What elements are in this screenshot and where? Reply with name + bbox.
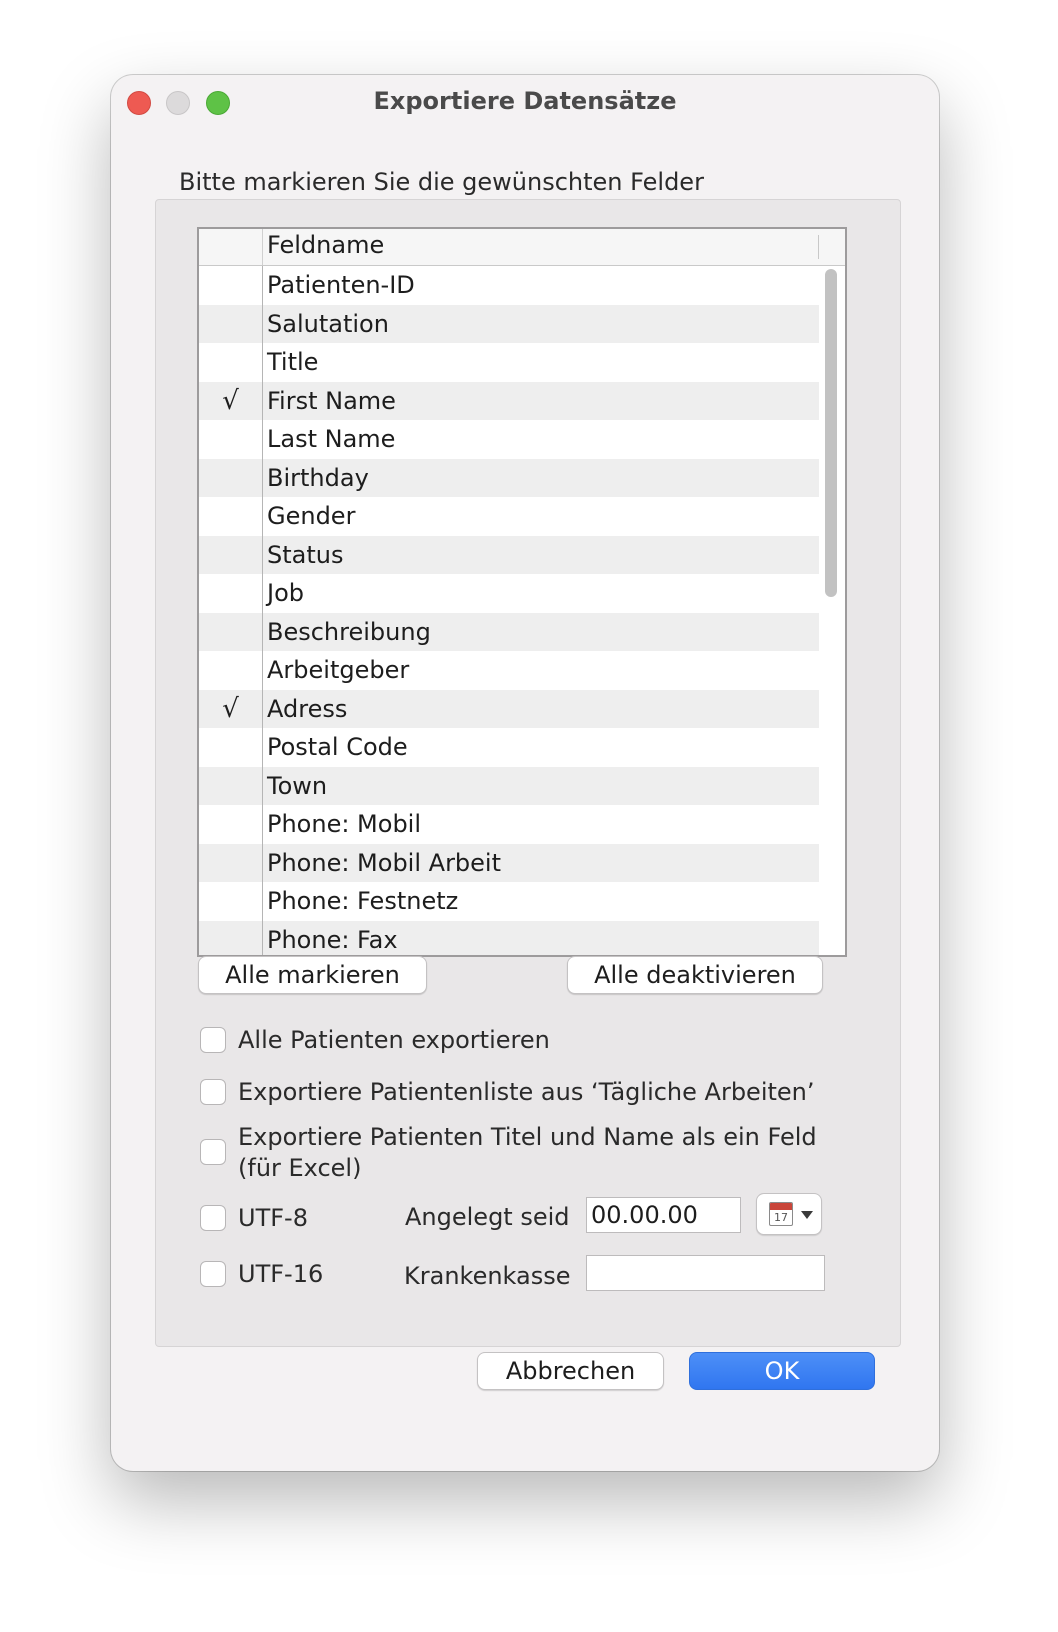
row-fieldname: Last Name — [267, 425, 396, 453]
row-checkmark-cell[interactable] — [199, 613, 263, 652]
utf16-label: UTF-16 — [238, 1260, 324, 1288]
calendar-icon: 17 — [769, 1202, 793, 1226]
row-fieldname: Status — [267, 540, 344, 569]
row-fieldname: Salutation — [267, 309, 389, 338]
insurance-field[interactable] — [586, 1255, 825, 1291]
column-divider — [818, 235, 819, 259]
options-panel — [155, 199, 901, 1347]
row-checkmark-cell[interactable] — [199, 459, 263, 498]
utf8-label: UTF-8 — [238, 1204, 308, 1232]
row-checkmark-cell[interactable] — [199, 882, 263, 921]
created-since-field[interactable]: 00.00.00 — [586, 1197, 741, 1233]
table-row[interactable] — [199, 536, 819, 575]
title-bar — [111, 75, 939, 131]
row-checkmark-cell[interactable] — [199, 497, 263, 536]
export-daily-checkbox[interactable] — [200, 1079, 226, 1105]
table-row[interactable] — [199, 690, 819, 729]
row-checkmark-cell[interactable] — [199, 420, 263, 459]
row-fieldname: Title — [267, 348, 319, 376]
row-fieldname: Birthday — [267, 463, 369, 492]
row-checkmark-cell[interactable] — [199, 921, 263, 958]
chevron-down-icon — [801, 1211, 813, 1219]
instruction-text: Bitte markieren Sie die gewünschten Felder — [179, 168, 704, 196]
table-row[interactable] — [199, 651, 819, 690]
row-fieldname: Phone: Festnetz — [267, 887, 459, 915]
table-row[interactable] — [199, 420, 819, 459]
calendar-dropdown-button[interactable] — [756, 1193, 822, 1235]
row-checkmark-cell[interactable] — [199, 805, 263, 844]
row-fieldname: Phone: Mobil Arbeit — [267, 848, 502, 877]
row-checkmark-cell[interactable] — [199, 651, 263, 690]
vertical-scrollbar[interactable] — [825, 269, 837, 597]
table-row[interactable] — [199, 844, 819, 883]
row-fieldname: Phone: Mobil — [267, 810, 422, 838]
select-all-button[interactable]: Alle markieren — [198, 956, 427, 994]
created-since-label: Angelegt seid — [405, 1203, 570, 1231]
utf16-checkbox[interactable] — [200, 1261, 226, 1287]
row-checkmark-cell[interactable] — [199, 844, 263, 883]
table-header — [199, 229, 845, 266]
table-row[interactable] — [199, 805, 819, 844]
row-fieldname: Job — [267, 579, 304, 607]
export-dialog — [111, 75, 939, 1471]
table-body — [199, 266, 819, 957]
table-row[interactable] — [199, 882, 819, 921]
row-fieldname: Gender — [267, 502, 356, 530]
checkmark-column-header[interactable] — [199, 229, 263, 265]
table-row[interactable] — [199, 266, 819, 305]
row-checkmark-cell[interactable] — [199, 343, 263, 382]
export-all-label: Alle Patienten exportieren — [238, 1026, 550, 1054]
row-fieldname: First Name — [267, 386, 396, 415]
row-checkmark-cell[interactable] — [199, 305, 263, 344]
row-checkmark-cell[interactable] — [199, 536, 263, 575]
insurance-label: Krankenkasse — [404, 1262, 571, 1290]
table-row[interactable] — [199, 921, 819, 958]
row-checkmark-cell[interactable] — [199, 574, 263, 613]
ok-button[interactable]: OK — [689, 1352, 875, 1390]
cancel-button[interactable]: Abbrechen — [477, 1352, 664, 1390]
row-fieldname: Town — [267, 771, 328, 800]
table-row[interactable] — [199, 459, 819, 498]
table-row[interactable] — [199, 767, 819, 806]
export-daily-label: Exportiere Patientenliste aus ‘Tägliche Arbeiten’ — [238, 1078, 815, 1106]
table-row[interactable] — [199, 728, 819, 767]
table-row[interactable] — [199, 382, 819, 421]
row-checkmark-cell[interactable] — [199, 728, 263, 767]
row-fieldname: Adress — [267, 694, 348, 723]
table-row[interactable] — [199, 343, 819, 382]
row-fieldname: Patienten-ID — [267, 271, 415, 299]
table-row[interactable] — [199, 613, 819, 652]
row-checkmark-cell[interactable]: √ — [199, 690, 263, 729]
table-row[interactable] — [199, 497, 819, 536]
row-fieldname: Beschreibung — [267, 617, 431, 646]
field-table[interactable] — [197, 227, 847, 957]
table-row[interactable] — [199, 305, 819, 344]
export-title-name-label-line2: (für Excel) — [238, 1154, 362, 1182]
table-row[interactable] — [199, 574, 819, 613]
row-fieldname: Arbeitgeber — [267, 656, 410, 684]
export-title-name-label-line1: Exportiere Patienten Titel und Name als ein Feld — [238, 1123, 817, 1151]
row-checkmark-cell[interactable] — [199, 266, 263, 305]
row-fieldname: Postal Code — [267, 733, 408, 761]
export-all-checkbox[interactable] — [200, 1027, 226, 1053]
row-checkmark-cell[interactable] — [199, 767, 263, 806]
utf8-checkbox[interactable] — [200, 1205, 226, 1231]
fieldname-column-header[interactable]: Feldname — [267, 231, 385, 259]
export-title-name-checkbox[interactable] — [200, 1139, 226, 1165]
row-fieldname: Phone: Fax — [267, 925, 398, 954]
window-title: Exportiere Datensätze — [373, 87, 677, 115]
row-checkmark-cell[interactable]: √ — [199, 382, 263, 421]
deselect-all-button[interactable]: Alle deaktivieren — [567, 956, 823, 994]
